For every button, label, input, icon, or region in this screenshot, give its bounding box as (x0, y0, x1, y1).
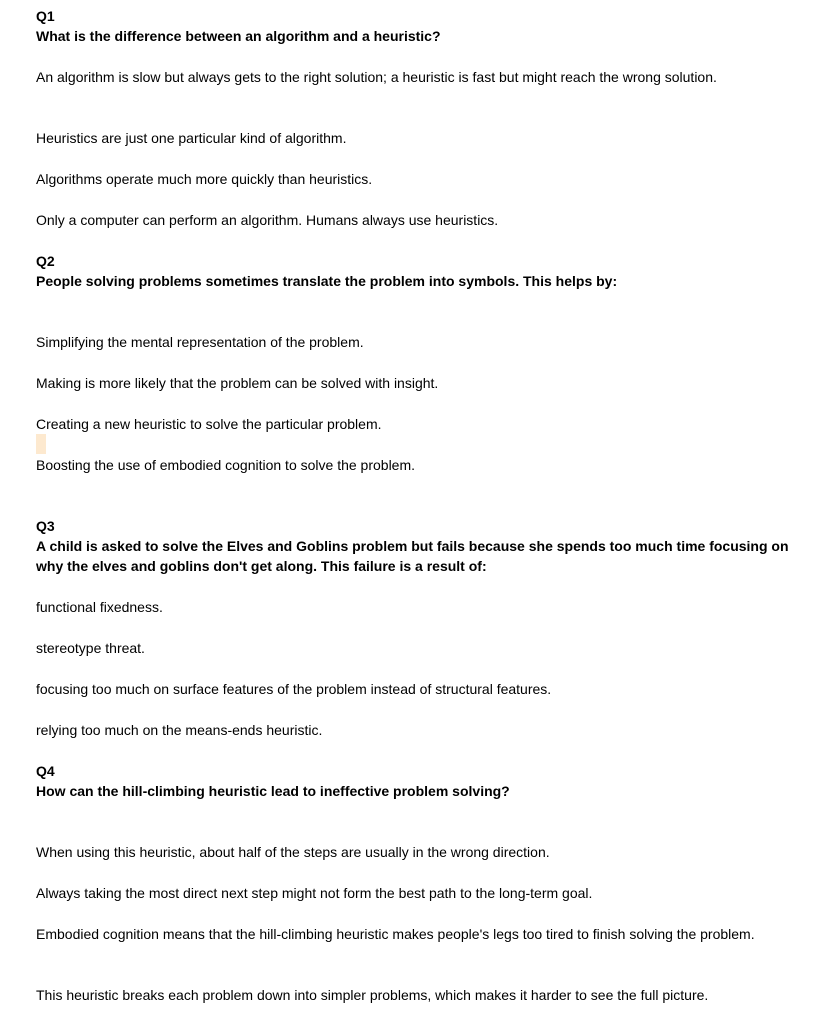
question-3-option-4[interactable]: relying too much on the means-ends heuristic. (36, 722, 323, 738)
question-4-prompt: How can the hill-climbing heuristic lead to ineffective problem solving? (36, 783, 510, 799)
question-1-option-2[interactable]: Heuristics are just one particular kind of algorithm. (36, 130, 347, 146)
question-4-number: Q4 (36, 763, 55, 779)
question-4-option-3[interactable]: Embodied cognition means that the hill-climbing heuristic makes people's legs too tired to finish solving the problem. (36, 926, 755, 942)
question-2-option-4[interactable]: Boosting the use of embodied cognition to solve the problem. (36, 457, 416, 473)
question-3-option-1[interactable]: functional fixedness. (36, 599, 163, 615)
question-2-prompt: People solving problems sometimes translate the problem into symbols. This helps by: (36, 273, 618, 289)
question-2-option-2[interactable]: Making is more likely that the problem can be solved with insight. (36, 375, 439, 391)
question-4-option-4[interactable]: This heuristic breaks each problem down into simpler problems, which makes it harder to see the full picture. (36, 987, 709, 1003)
highlight-marker (36, 434, 46, 454)
question-2-option-3[interactable]: Creating a new heuristic to solve the particular problem. (36, 416, 382, 432)
question-1-option-3[interactable]: Algorithms operate much more quickly than heuristics. (36, 171, 373, 187)
question-3-prompt: A child is asked to solve the Elves and Goblins problem but fails because she spends too much time focusing on why the elves and goblins don't get along. This failure is a result of: (36, 538, 789, 574)
question-3-number: Q3 (36, 518, 55, 534)
question-1-prompt: What is the difference between an algorithm and a heuristic? (36, 28, 441, 44)
question-3-option-3[interactable]: focusing too much on surface features of the problem instead of structural features. (36, 681, 552, 697)
question-4-option-1[interactable]: When using this heuristic, about half of the steps are usually in the wrong direction. (36, 844, 550, 860)
question-1-option-1[interactable]: An algorithm is slow but always gets to the right solution; a heuristic is fast but might reach the wrong solution. (36, 69, 717, 85)
question-1-option-4[interactable]: Only a computer can perform an algorithm. Humans always use heuristics. (36, 212, 499, 228)
question-2-number: Q2 (36, 253, 55, 269)
question-3-option-2[interactable]: stereotype threat. (36, 640, 145, 656)
question-2-option-1[interactable]: Simplifying the mental representation of the problem. (36, 334, 364, 350)
question-4-option-2[interactable]: Always taking the most direct next step might not form the best path to the long-term goal. (36, 885, 593, 901)
question-1-number: Q1 (36, 8, 55, 24)
